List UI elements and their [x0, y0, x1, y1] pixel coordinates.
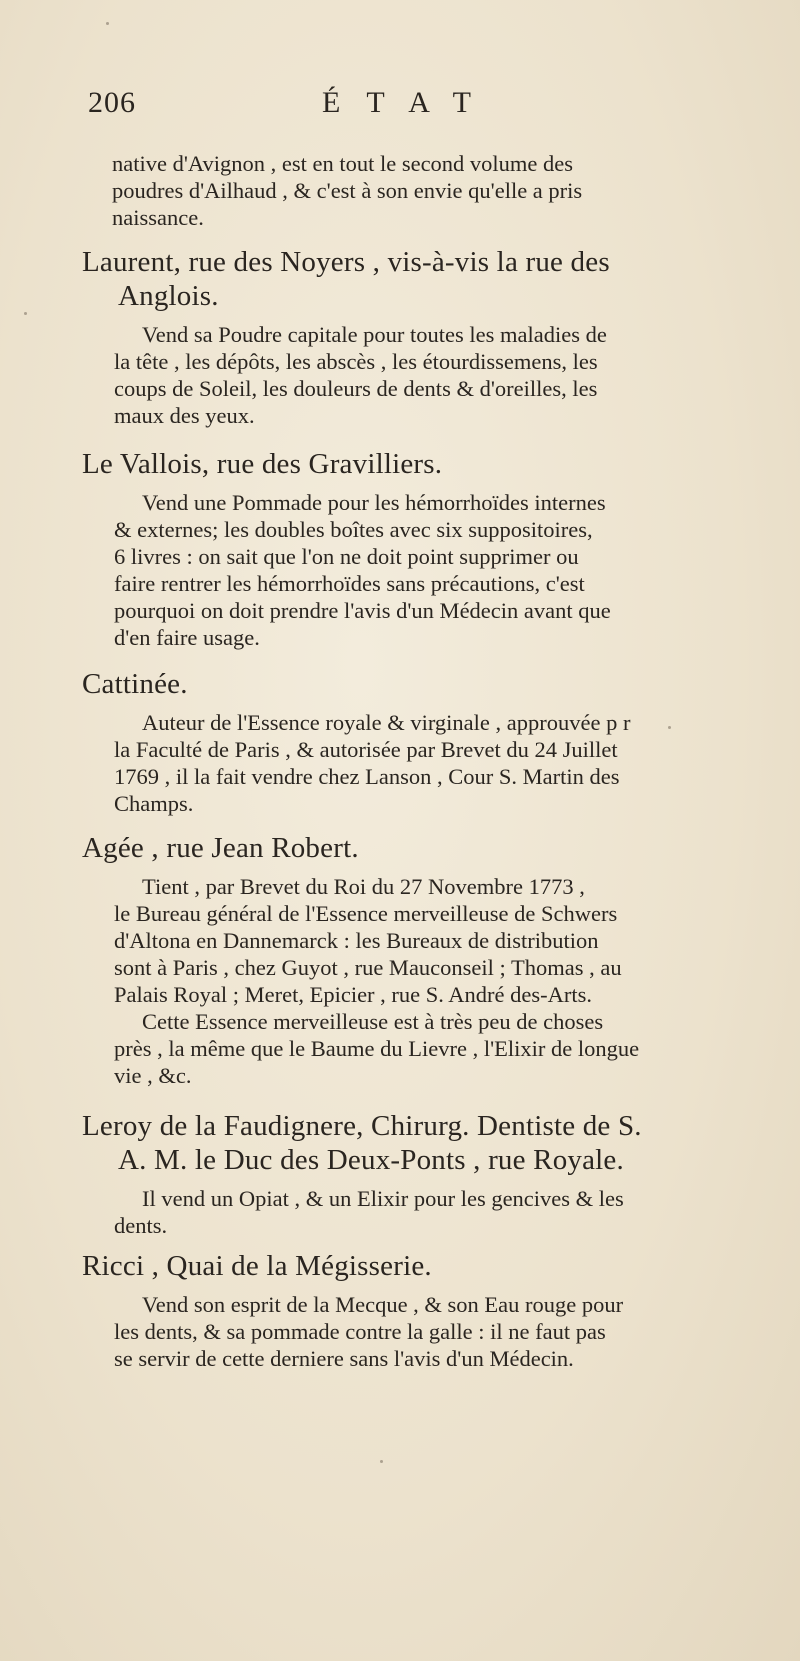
text-line: Vend sa Poudre capitale pour toutes les maladies de [142, 322, 607, 347]
text-line: d'en faire usage. [114, 625, 260, 650]
entry-heading: Cattinée. [82, 668, 188, 700]
entry-heading-continued: A. M. le Duc des Deux-Ponts , rue Royale. [118, 1144, 624, 1176]
text-line: d'Altona en Dannemarck : les Bureaux de distribution [114, 928, 599, 953]
text-line: Tient , par Brevet du Roi du 27 Novembre 1773 , [142, 874, 585, 899]
text-line: native d'Avignon , est en tout le second volume des [112, 151, 574, 176]
text-line: Vend son esprit de la Mecque , & son Eau rouge pour [142, 1292, 624, 1317]
text-line: vie , &c. [114, 1063, 192, 1088]
entry-heading: Ricci , Quai de la Mégisserie. [82, 1250, 432, 1282]
text-line: Cette Essence merveilleuse est à très peu de choses [142, 1009, 604, 1034]
text-line: le Bureau général de l'Essence merveilleuse de Schwers [114, 901, 618, 926]
entry-body [82, 489, 758, 651]
text-line: 1769 , il la fait vendre chez Lanson , Cour S. Martin des [114, 764, 620, 789]
entry-heading: Laurent, rue des Noyers , vis-à-vis la rue des [82, 246, 610, 278]
entry-ricci [82, 1249, 758, 1372]
entry-cattinee [82, 667, 758, 817]
paper-speck [380, 1460, 383, 1463]
intro-paragraph [82, 150, 758, 231]
entry-heading: Agée , rue Jean Robert. [82, 832, 359, 864]
text-line: poudres d'Ailhaud , & c'est à son envie qu'elle a pris [112, 178, 583, 203]
paper-speck [24, 312, 27, 315]
entry-heading: Le Vallois, rue des Gravilliers. [82, 448, 443, 480]
text-line: se servir de cette derniere sans l'avis d'un Médecin. [114, 1346, 574, 1371]
entry-laurent [82, 245, 758, 429]
page-number: 206 [88, 86, 136, 119]
text-line: les dents, & sa pommade contre la galle : il ne faut pas [114, 1319, 606, 1344]
entry-le-vallois [82, 447, 758, 651]
entry-body [82, 873, 758, 1089]
text-line: & externes; les doubles boîtes avec six suppositoires, [114, 517, 593, 542]
text-line: 6 livres : on sait que l'on ne doit point supprimer ou [114, 544, 579, 569]
page-body [82, 150, 758, 1372]
text-line: Il vend un Opiat , & un Elixir pour les gencives & les [142, 1186, 624, 1211]
text-line: sont à Paris , chez Guyot , rue Mauconseil ; Thomas , au [114, 955, 622, 980]
text-line: la Faculté de Paris , & autorisée par Brevet du 24 Juillet [114, 737, 618, 762]
text-line: Palais Royal ; Meret, Epicier , rue S. André des-Arts. [114, 982, 593, 1007]
text-line: pourquoi on doit prendre l'avis d'un Médecin avant que [114, 598, 611, 623]
entry-heading-continued: Anglois. [118, 280, 219, 312]
paper-speck [668, 726, 671, 729]
entry-body [82, 1291, 758, 1372]
text-line: naissance. [112, 205, 204, 230]
entry-agee [82, 831, 758, 1089]
entry-leroy [82, 1109, 758, 1239]
entry-body [82, 1185, 758, 1239]
text-line: faire rentrer les hémorrhoïdes sans précautions, c'est [114, 571, 585, 596]
text-line: dents. [114, 1213, 168, 1238]
page-header [0, 86, 800, 136]
text-line: Vend une Pommade pour les hémorrhoïdes internes [142, 490, 606, 515]
text-line: maux des yeux. [114, 403, 255, 428]
text-line: près , la même que le Baume du Lievre , l'Elixir de longue [114, 1036, 640, 1061]
entry-body [82, 321, 758, 429]
text-line: la tête , les dépôts, les abscès , les étourdissemens, les [114, 349, 598, 374]
entry-body [82, 709, 758, 817]
paper-speck [106, 22, 109, 25]
running-title: ÉTAT [322, 86, 497, 119]
text-line: Champs. [114, 791, 194, 816]
entry-heading: Leroy de la Faudignere, Chirurg. Dentiste de S. [82, 1110, 642, 1142]
text-line: coups de Soleil, les douleurs de dents & d'oreilles, les [114, 376, 598, 401]
text-line: Auteur de l'Essence royale & virginale , approuvée p r [142, 710, 631, 735]
